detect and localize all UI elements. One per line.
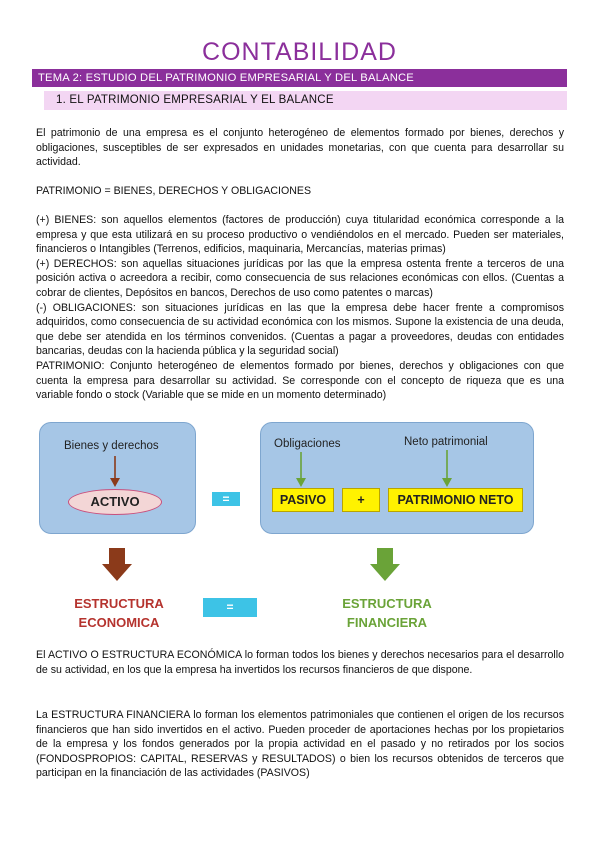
formula-paragraph bbox=[36, 184, 564, 199]
plus-box: + bbox=[342, 488, 380, 512]
derechos-definition: (+) DERECHOS: son aquellas situaciones jurídicas por las que la empresa ostenta frente a terceros de una posición activa o acreedora a recibir, como consecuencia de sus relaciones económicas con ellos. (Cuentas a cobrar de clientes, Depósitos en bancos, Derechos de uso como patentes o marcas) bbox=[36, 257, 564, 299]
document-title: CONTABILIDAD bbox=[202, 38, 397, 66]
estructura-financiera-label bbox=[332, 594, 442, 632]
formula-text: PATRIMONIO = BIENES, DERECHOS Y OBLIGACIONES bbox=[36, 185, 312, 197]
equals-sign: = bbox=[212, 492, 240, 506]
brown-down-arrow-icon bbox=[102, 548, 132, 582]
estructura-economica-line2: ECONOMICA bbox=[78, 615, 160, 630]
activo-definition: El ACTIVO O ESTRUCTURA ECONÓMICA lo forman todos los bienes y derechos necesarios para el desarrollo de su actividad, en los que la empresa ha invertidos los recursos financieros de que dispone. bbox=[36, 649, 564, 676]
estructura-economica-line1: ESTRUCTURA bbox=[74, 596, 164, 611]
activo-paragraph bbox=[36, 648, 564, 677]
financiera-definition: La ESTRUCTURA FINANCIERA lo forman los elementos patrimoniales que contienen el origen de los recursos financieros que han sido invertidos en el activo. Pueden proceder de aportaciones hechas por los propietarios de la empresa y los fondos generados por la propia actividad en el pasado y no retirados por los socios (FONDOSPROPIOS: CAPITAL, RESERVAS y RESULTADOS) o bien los recursos obtenidos de terceros que participan en la financiación de las actividades (PASIVOS) bbox=[36, 709, 564, 780]
estructura-financiera-line1: ESTRUCTURA bbox=[342, 596, 432, 611]
section-heading: 1. EL PATRIMONIO EMPRESARIAL Y EL BALANCE bbox=[44, 91, 567, 110]
topic-banner: TEMA 2: ESTUDIO DEL PATRIMONIO EMPRESARIAL Y DEL BALANCE bbox=[32, 69, 567, 87]
down-arrow-icon bbox=[109, 456, 121, 488]
equals-sign: = bbox=[203, 598, 257, 617]
definitions-block bbox=[36, 213, 564, 403]
pasivo-box: PASIVO bbox=[272, 488, 334, 512]
down-arrow-icon bbox=[295, 452, 307, 488]
obligaciones-label: Obligaciones bbox=[274, 438, 341, 450]
patrimonio-neto-box: PATRIMONIO NETO bbox=[388, 488, 523, 512]
estructura-financiera-line2: FINANCIERA bbox=[346, 615, 428, 630]
intro-paragraph bbox=[36, 126, 564, 170]
financiera-paragraph bbox=[36, 708, 564, 781]
green-down-arrow-icon bbox=[370, 548, 400, 582]
estructura-economica-label bbox=[64, 594, 174, 632]
bienes-definition: (+) BIENES: son aquellos elementos (factores de producción) cuya titularidad económica corresponde a la empresa y que esta utilizará en su proceso productivo o vendiéndolos en el mercado. Pueden ser materiales, financieros o Intangibles (Terrenos, edificios, maquinaria, Mercancías, materias primas) bbox=[36, 214, 564, 256]
patrimonio-definition: PATRIMONIO: Conjunto heterogéneo de elementos formado por bienes, derechos y obligaciones con que cuenta la empresa para desarrollar su actividad. Se corresponde con el concepto de riqueza que es una variable fondo o stock (Variable que se mide en un momento determinado) bbox=[36, 359, 564, 402]
intro-text: El patrimonio de una empresa es el conjunto heterogéneo de elementos formado por bienes, derechos y obligaciones, susceptibles de ser expresados en unidades monetarias, con que cuenta para desarrollar su actividad. bbox=[36, 127, 564, 169]
bienes-derechos-label: Bienes y derechos bbox=[64, 440, 159, 452]
neto-patrimonial-label: Neto patrimonial bbox=[404, 436, 488, 448]
down-arrow-icon bbox=[441, 450, 453, 488]
balance-diagram bbox=[36, 418, 564, 638]
activo-oval: ACTIVO bbox=[68, 489, 162, 515]
obligaciones-definition: (-) OBLIGACIONES: son situaciones jurídicas en las que la empresa debe hacer frente a compromisos adquiridos, como consecuencia de su actividad económica con los mismos. Supone la existencia de una deuda, que debe ser atendida en los términos convenidos. (Cuentas a pagar a proveedores, deudas con entidades bancarias, deudas con la hacienda pública y la seguridad social) bbox=[36, 301, 564, 358]
